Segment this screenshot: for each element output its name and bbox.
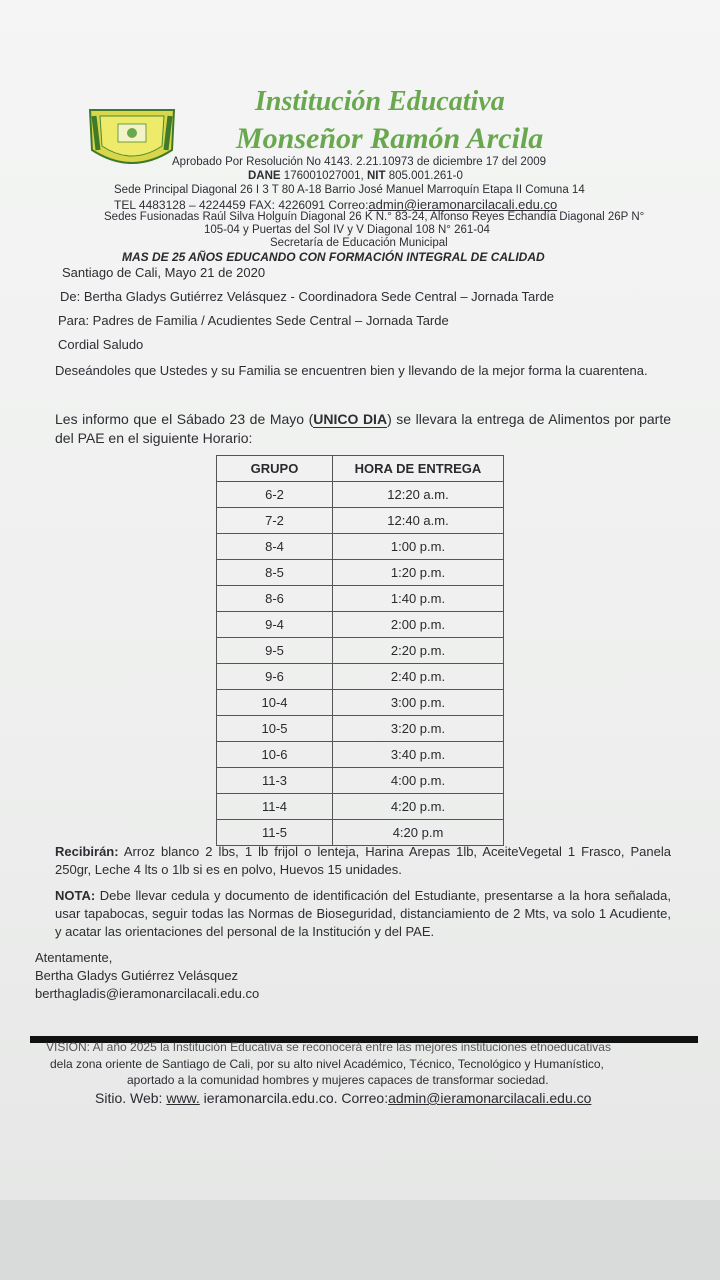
delivery-text-b: ) se llevara la entrega de Alimentos por parte del PAE en el siguiente Horario: [55,411,671,446]
motto: MAS DE 25 AÑOS EDUCANDO CON FORMACIÓN INTEGRAL DE CALIDAD [122,250,545,264]
time-cell: 4:20 p.m [333,820,504,846]
delivery-text-a: Les informo que el Sábado 23 de Mayo ( [55,411,314,427]
signer-email[interactable]: berthagladis@ieramonarcilacali.edu.co [35,986,260,1001]
site-www-link[interactable]: www. [166,1090,200,1106]
closing: Atentamente, [35,950,113,965]
group-cell: 10-6 [217,742,333,768]
header-email-link[interactable]: admin@ieramonarcilacali.edu.co [368,197,558,212]
dane-nit-line [248,170,463,182]
sede-principal: Sede Principal Diagonal 26 I 3 T 80 A-18 Barrio José Manuel Marroquín Etapa II Comuna 14 [114,184,585,196]
group-cell: 10-5 [217,716,333,742]
table-row [217,664,504,690]
time-cell: 4:20 p.m. [333,794,504,820]
items-text: Arroz blanco 2 lbs, 1 lb frijol o lenteja, Harina Arepas 1lb, AceiteVegetal 1 Frasco, Panela 250gr, Leche 4 lts o 1lb si es en polvo, Huevos 15 unidades. [55,844,671,877]
table-header-row [217,456,504,482]
table-row [217,768,504,794]
nota-text: Debe llevar cedula y documento de identificación del Estudiante, presentarse a la hora señalada, usar tapabocas, seguir todas las Normas de Bioseguridad, distanciamiento de 2 Mts, va solo 1 Acudiente, y acatar las orientaciones del personal de la Institución y del PAE. [55,888,671,939]
tel-fax-line [114,197,557,212]
time-cell: 1:00 p.m. [333,534,504,560]
group-cell: 7-2 [217,508,333,534]
school-logo [88,106,176,172]
items-paragraph [55,843,671,879]
group-cell: 9-6 [217,664,333,690]
signer-name: Bertha Gladys Gutiérrez Velásquez [35,968,239,983]
site-label: Sitio. Web: [95,1090,167,1106]
institution-name-line1: Institución Educativa [255,86,505,117]
approval-resolution: Aprobado Por Resolución No 4143. 2.21.10973 de diciembre 17 del 2009 [172,156,547,168]
unico-dia-highlight: UNICO DIA [313,411,388,427]
table-row [217,534,504,560]
footer-site-line [95,1090,591,1106]
intro-paragraph: Deseándoles que Ustedes y su Familia se encuentren bien y llevando de la mejor forma la cuarentena. [55,363,648,378]
table-row [217,586,504,612]
vision-line3: aportado a la comunidad hombres y mujeres capaces de transformar sociedad. [127,1073,549,1087]
nota-paragraph [55,887,671,941]
secretaria: Secretaría de Educación Municipal [270,237,448,249]
table-row [217,508,504,534]
group-cell: 11-3 [217,768,333,794]
group-cell: 8-4 [217,534,333,560]
table-row [217,716,504,742]
nit-label: NIT [366,170,386,182]
delivery-schedule-table [216,455,504,846]
table-row [217,820,504,846]
time-cell: 12:40 a.m. [333,508,504,534]
time-cell: 3:20 p.m. [333,716,504,742]
group-cell: 9-4 [217,612,333,638]
tel-fax-text: TEL 4483128 – 4224459 FAX: 4226091 Correo: [114,198,369,212]
group-cell: 11-5 [217,820,333,846]
vision-line2: dela zona oriente de Santiago de Cali, por su alto nivel Académico, Técnico, Tecnológico y Humanístico, [50,1057,604,1071]
group-cell: 8-5 [217,560,333,586]
dane-label: DANE [248,170,281,182]
table-row [217,612,504,638]
time-cell: 3:40 p.m. [333,742,504,768]
group-cell: 10-4 [217,690,333,716]
table-row [217,690,504,716]
time-cell: 2:00 p.m. [333,612,504,638]
nota-label: NOTA: [55,888,96,903]
group-cell: 9-5 [217,638,333,664]
from-line: De: Bertha Gladys Gutiérrez Velásquez - Coordinadora Sede Central – Jornada Tarde [60,289,555,304]
time-cell: 12:20 a.m. [333,482,504,508]
nit-value: 805.001.261-0 [388,170,463,182]
table-row [217,794,504,820]
to-line: Para: Padres de Familia / Acudientes Sede Central – Jornada Tarde [58,313,449,328]
group-cell: 11-4 [217,794,333,820]
time-cell: 1:20 p.m. [333,560,504,586]
institution-name-line2: Monseñor Ramón Arcila [236,122,544,155]
sedes-fusionadas-line1: Sedes Fusionadas Raúl Silva Holguín Diagonal 26 K N.° 83-24, Alfonso Reyes Echandía Diagonal 26P N° [104,211,645,223]
sedes-fusionadas-line2: 105-04 y Puertas del Sol IV y V Diagonal 108 N° 261-04 [204,224,490,236]
table-row [217,638,504,664]
greeting: Cordial Saludo [58,337,144,352]
time-cell: 4:00 p.m. [333,768,504,794]
background-surface [0,1200,720,1280]
group-cell: 8-6 [217,586,333,612]
time-cell: 1:40 p.m. [333,586,504,612]
dane-value: 176001027001, [283,170,364,182]
group-cell: 6-2 [217,482,333,508]
time-cell: 2:40 p.m. [333,664,504,690]
footer-email-link[interactable]: admin@ieramonarcilacali.edu.co [388,1090,592,1106]
table-row [217,560,504,586]
items-label: Recibirán: [55,844,119,859]
column-header-grupo: GRUPO [217,456,333,482]
table-row [217,742,504,768]
time-cell: 2:20 p.m. [333,638,504,664]
table-row [217,482,504,508]
time-cell: 3:00 p.m. [333,690,504,716]
vision-line1: VISION: Al año 2025 la Institución Educativa se reconocerá entre las mejores instituciones etnoeducativas [46,1040,611,1054]
place-date: Santiago de Cali, Mayo 21 de 2020 [62,265,266,280]
site-domain: ieramonarcila.edu.co. Correo: [199,1090,389,1106]
delivery-paragraph [55,410,671,448]
column-header-hora: HORA DE ENTREGA [333,456,504,482]
